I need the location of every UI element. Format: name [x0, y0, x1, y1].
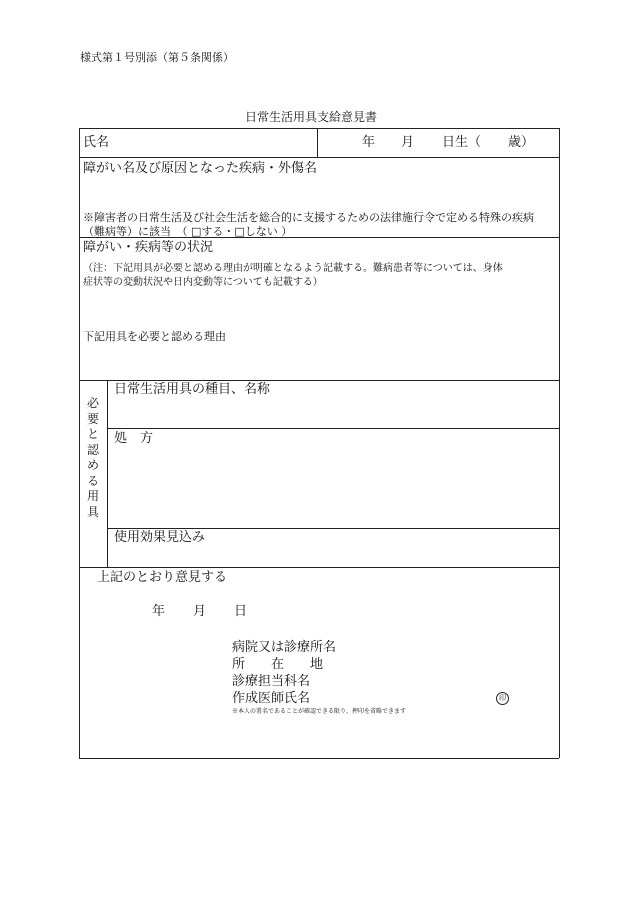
- table-line: [79, 567, 559, 568]
- form-title: 日常生活用具支給意見書: [245, 110, 378, 124]
- table-border-right: [559, 128, 560, 758]
- department-label: 診療担当科名: [232, 674, 311, 689]
- age-label: 歳）: [508, 135, 535, 150]
- table-line: [107, 428, 559, 429]
- table-line: [107, 380, 108, 567]
- seal-mark: 印: [496, 692, 509, 705]
- effect-field[interactable]: [220, 531, 556, 565]
- department-field[interactable]: [345, 673, 545, 689]
- prescription-field[interactable]: [112, 450, 556, 526]
- device-type-label: 日常生活用具の種目、名称: [114, 382, 271, 397]
- side-char: 認: [86, 442, 99, 457]
- hospital-label: 病院又は診療所名: [232, 640, 337, 655]
- opinion-month-label: 月: [193, 604, 207, 619]
- birth-month-label: 月: [401, 135, 415, 150]
- side-char: め: [86, 458, 99, 472]
- form-number: 様式第１号別添（第５条関係）: [80, 51, 234, 64]
- address-field[interactable]: [345, 656, 545, 672]
- disease-note-2: （難病等）に該当 （ □する・□しない ）: [83, 225, 293, 238]
- doctor-label: 作成医師氏名: [232, 691, 311, 706]
- device-type-field[interactable]: [112, 400, 556, 426]
- reason-field[interactable]: [82, 346, 556, 378]
- birth-year-label: 年: [362, 135, 376, 150]
- status-label: 障がい・疾病等の状況: [83, 240, 214, 255]
- reason-label: 下記用具を必要と認める理由: [83, 330, 226, 343]
- opinion-statement: 上記のとおり意見する: [97, 570, 228, 585]
- status-field[interactable]: [82, 292, 556, 326]
- disease-note-1: ※障害者の日常生活及び社会生活を総合的に支援するための法律施行令で定める特殊の疾病: [83, 211, 534, 224]
- side-char: 要: [86, 411, 99, 426]
- table-line: [79, 380, 559, 381]
- table-line: [79, 157, 559, 158]
- birth-day-label: 日生（: [442, 135, 482, 150]
- opinion-day-label: 日: [234, 604, 248, 619]
- signature-note: ※本人の署名であることが確認できる限り、押印を省略できます: [232, 708, 407, 715]
- side-char: と: [86, 427, 99, 441]
- side-char: る: [86, 473, 99, 488]
- side-char: 必: [86, 396, 99, 410]
- table-border-bottom: [79, 758, 559, 759]
- doctor-field[interactable]: [345, 690, 485, 706]
- prescription-label: 処 方: [114, 431, 154, 446]
- address-label: 所 在 地: [232, 657, 324, 672]
- side-char: 具: [86, 504, 99, 519]
- hospital-field[interactable]: [345, 639, 545, 655]
- effect-label: 使用効果見込み: [114, 530, 206, 545]
- name-label: 氏名: [83, 135, 110, 150]
- disease-field[interactable]: [82, 178, 556, 206]
- status-note-2: 症状等の変動状況や日内変動等についても記載する）: [83, 277, 323, 288]
- opinion-year-label: 年: [152, 604, 166, 619]
- table-border-top: [79, 128, 559, 129]
- device-side-label: [80, 396, 106, 520]
- disease-label: 障がい名及び原因となった疾病・外傷名: [83, 161, 318, 176]
- status-note-1: （注：下記用具が必要と認める理由が明確となるよう記載する。難病患者等については、身体: [83, 263, 503, 274]
- name-field[interactable]: [110, 131, 310, 154]
- table-line: [107, 528, 559, 529]
- side-char: 用: [86, 489, 99, 503]
- table-line: [317, 128, 318, 157]
